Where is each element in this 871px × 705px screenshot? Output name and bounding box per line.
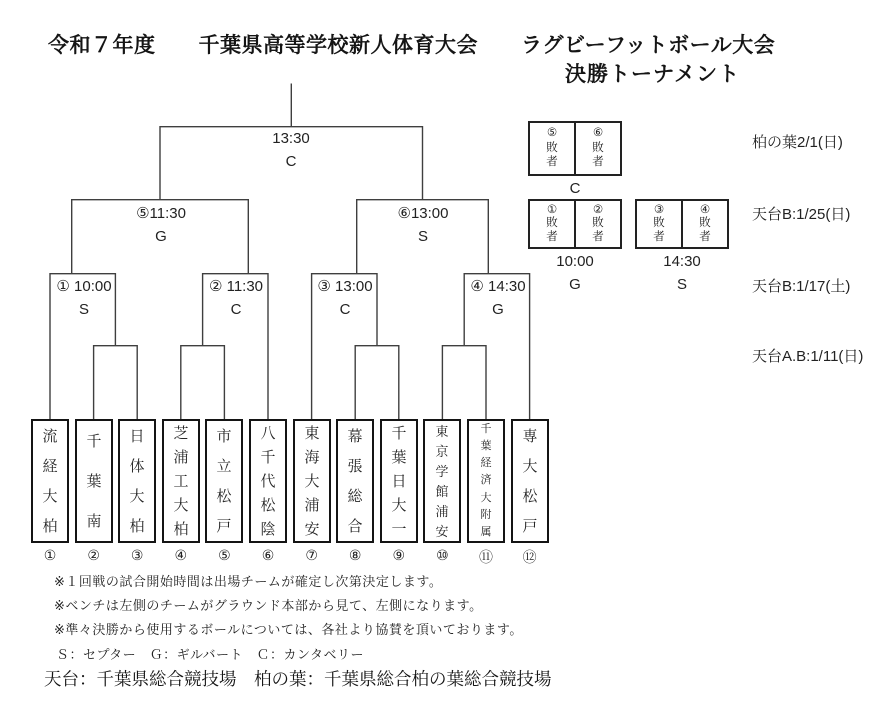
team-seed: ⑩ [436,547,449,563]
consolation-1-ball-label: C [569,180,581,197]
team-seed: ⑧ [348,547,362,563]
note-first-round-time: ※１回戦の試合開始時間は出場チームが確定し次第決定します。 [54,574,443,589]
quarterfinal-3-ball-label: C [339,301,351,318]
team-name: 八 千 代 松 陰 [260,424,276,538]
team-seed: ⑫ [522,549,537,565]
team-name: 千 葉 日 大 一 [391,424,407,538]
team-seed: ③ [130,547,144,563]
team-name: 幕 張 総 合 [347,427,363,535]
team-seed: ⑨ [392,547,406,563]
note-bench-side: ※ベンチは左側のチームがグラウンド本部から見て、左側になります。 [54,598,483,613]
quarterfinal-3-label: ③ 13:00 [317,278,373,295]
semifinal-1-ball-label: G [155,228,167,245]
semifinal-2-label: ⑥13:00 [397,205,449,222]
team-box [75,419,113,543]
consolation-cell: ⑥ 敗 者 [574,123,620,174]
team-seed: ⑦ [305,547,318,563]
team-box [162,419,200,543]
team-name: 千 葉 南 [86,432,102,530]
team-box [467,419,505,543]
team-name: 専 大 松 戸 [522,427,538,535]
team-name: 東 京 学 館 浦 安 [435,423,449,539]
team-seed: ⑪ [479,549,493,565]
team-seed: ① [43,547,57,563]
consolation-cell: ① 敗 者 [546,203,558,243]
quarterfinal-4-label: ④ 14:30 [470,278,526,295]
final-time-label: 13:30 [272,130,310,147]
team-box [380,419,418,543]
team-box [511,419,549,543]
quarterfinal-1-ball-label: S [78,301,90,318]
team-name: 流 経 大 柏 [42,427,58,535]
final-ball-label: C [285,153,297,170]
consolation-cell: ② 敗 者 [574,201,620,247]
team-seed: ⑤ [218,547,231,563]
page-title: 令和７年度 千葉県高等学校新人体育大会 ラグビーフットボール大会 [48,34,776,57]
schedule-label-quarterfinal: 天台B:1/17(土) [752,278,851,295]
consolation-3-time-label: 14:30 [663,253,701,270]
team-name: 市 立 松 戸 [216,427,232,535]
ball-legend: Ｓ：セプター Ｇ：ギルバート Ｃ：カンタベリー [56,647,365,662]
quarterfinal-1-label: ① 10:00 [56,278,112,295]
team-box [205,419,243,543]
team-box [336,419,374,543]
consolation-2-time-label: 10:00 [556,253,594,270]
schedule-label-semifinal: 天台B:1/25(日) [752,206,851,223]
team-box [118,419,156,543]
team-name: 日 体 大 柏 [129,427,145,535]
consolation-cell: ⑤ 敗 者 [546,127,558,169]
team-seed: ⑥ [261,547,275,563]
consolation-box-qf34-losers [635,199,729,249]
note-ball-sponsor: ※準々決勝から使用するボールについては、各社より協賛を頂いております。 [54,622,523,637]
consolation-2-ball-label: G [569,276,581,293]
consolation-box-qf12-losers [528,199,622,249]
consolation-3-ball-label: S [676,276,688,293]
team-seed: ④ [174,547,188,563]
schedule-label-final: 柏の葉2/1(日) [752,134,843,151]
quarterfinal-2-label: ② 11:30 [208,278,264,295]
schedule-label-first-round: 天台A.B:1/11(日) [752,348,864,365]
team-name: 芝 浦 工 大 柏 [173,424,189,538]
team-box [31,419,69,543]
team-seed: ② [87,547,100,563]
quarterfinal-4-ball-label: G [492,301,504,318]
consolation-cell: ③ 敗 者 [653,203,665,243]
team-name: 千 葉 経 済 大 附 属 [480,423,492,538]
team-box [423,419,461,543]
consolation-cell: ④ 敗 者 [681,201,727,247]
consolation-box-semifinal-losers [528,121,622,176]
team-box [249,419,287,543]
semifinal-1-label: ⑤11:30 [136,205,186,222]
venue-legend: 天台：千葉県総合競技場 柏の葉：千葉県総合柏の葉総合競技場 [44,669,552,689]
semifinal-2-ball-label: S [417,228,429,245]
team-name: 東 海 大 浦 安 [304,424,320,538]
team-box [293,419,331,543]
page-subtitle: 決勝トーナメント [565,63,741,86]
quarterfinal-2-ball-label: C [230,301,242,318]
